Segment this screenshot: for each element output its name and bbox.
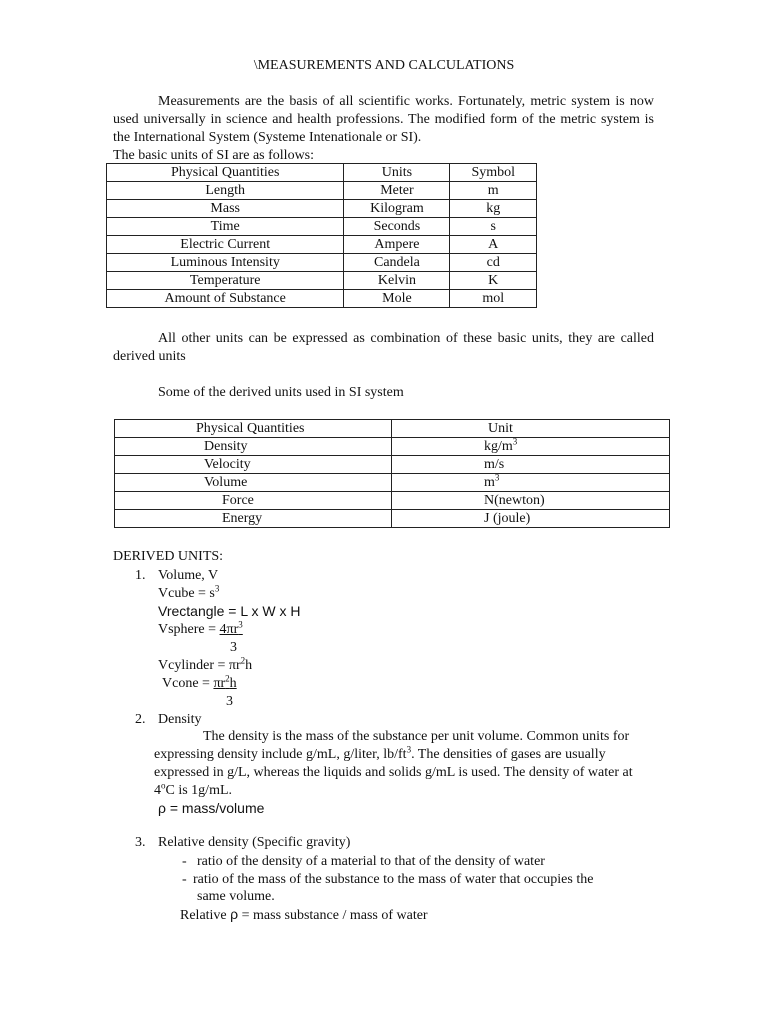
- document-title: \MEASUREMENTS AND CALCULATIONS: [253, 58, 515, 73]
- vsphere-denominator: 3: [230, 640, 237, 655]
- density-formula: ρ = mass/volume: [158, 800, 265, 816]
- table-cell: Temperature: [107, 272, 344, 290]
- table-row: [107, 236, 537, 254]
- table-row: [115, 492, 670, 510]
- relative-bullet-1: ratio of the density of a material to that of the density of water: [197, 854, 545, 869]
- table-cell: s: [450, 218, 537, 236]
- derived-units-caption: Some of the derived units used in SI system: [158, 385, 404, 400]
- table-row: [115, 474, 670, 492]
- table-cell: Candela: [344, 254, 450, 272]
- table-cell: $m^3$: [392, 474, 670, 492]
- table-row: [115, 510, 670, 528]
- header-cell: Symbol: [450, 164, 537, 182]
- table-row: [107, 218, 537, 236]
- intro-paragraph: Measurements are the basis of all scientific works. Fortunately, metric system is now used universally in science and health professions. The modified form of the metric system is the International System (Systeme Intenationale or SI).: [113, 94, 654, 145]
- header-cell: Unit: [392, 420, 670, 438]
- table-cell: mol: [450, 290, 537, 308]
- relative-density-formula: Relative ρ = mass substance / mass of water: [180, 906, 428, 923]
- table-cell: Time: [107, 218, 344, 236]
- table-row: [115, 438, 670, 456]
- table-cell: Meter: [344, 182, 450, 200]
- table-cell: $kg/m^3$: [392, 438, 670, 456]
- basic-units-table: [106, 163, 537, 308]
- bullet-dash: -: [182, 854, 187, 869]
- header-cell: Units: [344, 164, 450, 182]
- vcone-formula: Vcone = $\pi r^2h$: [162, 673, 237, 691]
- volume-label: Volume, V: [158, 568, 219, 583]
- vcube-formula: Vcube = $s^3$: [158, 583, 220, 601]
- table-cell: Volume: [115, 474, 392, 492]
- table-cell: Seconds: [344, 218, 450, 236]
- relative-bullet-2b: same volume.: [197, 889, 275, 904]
- table-row: [115, 456, 670, 474]
- list-number: 1.: [135, 568, 146, 583]
- derived-intro-paragraph: All other units can be expressed as combination of these basic units, they are called derived units: [113, 331, 654, 364]
- header-cell: Physical Quantities: [107, 164, 344, 182]
- derived-units-heading: DERIVED UNITS:: [113, 549, 224, 564]
- relative-bullet-2a: ratio of the mass of the substance to the mass of water that occupies the: [193, 872, 594, 887]
- table-cell: A: [450, 236, 537, 254]
- table-cell: m: [450, 182, 537, 200]
- table-cell: Energy: [115, 510, 392, 528]
- table-cell: Kilogram: [344, 200, 450, 218]
- list-number: 2.: [135, 712, 146, 727]
- table-cell: Electric Current: [107, 236, 344, 254]
- table-header-row: [107, 164, 537, 182]
- density-paragraph: The density is the mass of the substance per unit volume. Common units for expressing density include g/mL, g/liter, $lb/ft^3$. The densities of gases are usually expressed in g/L, whereas the liquids and solids g/mL is used. The density of water at 4$^o$C is 1g/mL.: [154, 729, 633, 798]
- basic-units-caption: The basic units of SI are as follows:: [113, 148, 315, 163]
- table-cell: Amount of Substance: [107, 290, 344, 308]
- relative-density-label: Relative density (Specific gravity): [158, 835, 351, 850]
- table-cell: kg: [450, 200, 537, 218]
- header-cell: Physical Quantities: [115, 420, 392, 438]
- vcylinder-formula: Vcylinder = $\pi r^2h$: [158, 655, 253, 673]
- table-row: [107, 254, 537, 272]
- table-cell: J (joule): [392, 510, 670, 528]
- table-cell: Luminous Intensity: [107, 254, 344, 272]
- density-label: Density: [158, 712, 202, 727]
- table-cell: Density: [115, 438, 392, 456]
- table-cell: Ampere: [344, 236, 450, 254]
- table-cell: Mass: [107, 200, 344, 218]
- table-row: [107, 290, 537, 308]
- table-header-row: [115, 420, 670, 438]
- table-cell: Length: [107, 182, 344, 200]
- vrectangle-formula: Vrectangle = L x W x H: [158, 603, 301, 619]
- bullet-dash: -: [182, 872, 187, 887]
- table-row: [107, 200, 537, 218]
- derived-units-table: [114, 419, 670, 528]
- list-number: 3.: [135, 835, 146, 850]
- table-cell: K: [450, 272, 537, 290]
- table-cell: N(newton): [392, 492, 670, 510]
- table-row: [107, 182, 537, 200]
- table-cell: Mole: [344, 290, 450, 308]
- vsphere-formula: Vsphere = $4\pi r^3$: [158, 619, 243, 637]
- table-cell: cd: [450, 254, 537, 272]
- table-row: [107, 272, 537, 290]
- table-cell: Kelvin: [344, 272, 450, 290]
- table-cell: Force: [115, 492, 392, 510]
- table-cell: Velocity: [115, 456, 392, 474]
- vcone-denominator: 3: [226, 694, 233, 709]
- table-cell: m/s: [392, 456, 670, 474]
